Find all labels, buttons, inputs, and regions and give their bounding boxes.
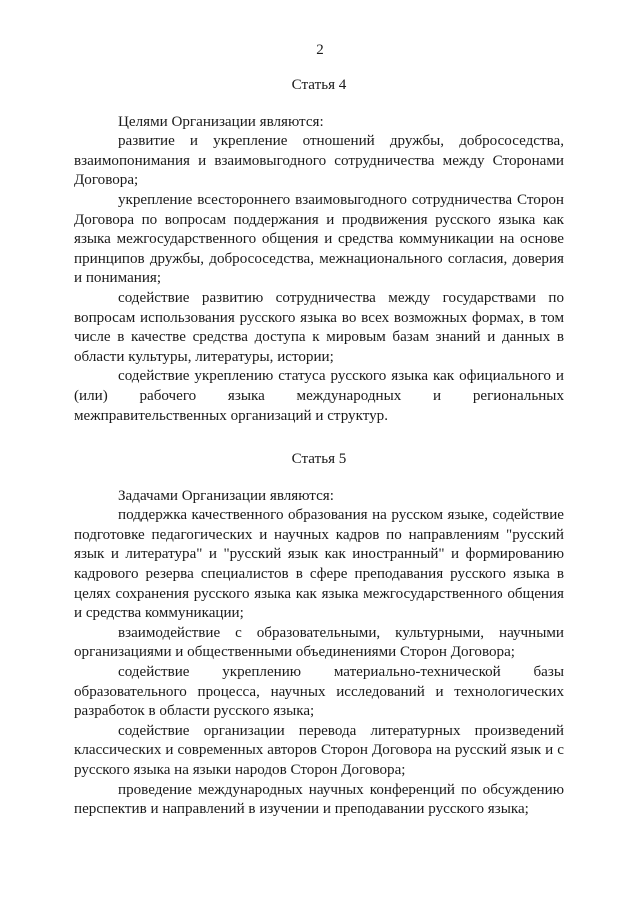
article-4	[74, 76, 564, 426]
article-5-item-3: содействие укреплению материально-технической базы образовательного процесса, научных исследований и технологических разработок в области русского языка;	[74, 664, 564, 720]
article-5-item-5: проведение международных научных конференций по обсуждению перспектив и направлений в изучении и преподавании русского языка;	[74, 781, 564, 818]
article-5-item-1: поддержка качественного образования на русском языке, содействие подготовке педагогических и научных кадров по направлениям "русский язык и литература" и "русский язык как иностранный" и формированию кадрового резерва специалистов в сфере преподавания русского языка в целях сохранения русского языка как языка межгосударственного общения и средства коммуникации;	[74, 507, 564, 622]
article-4-item-3: содействие развитию сотрудничества между государствами по вопросам использования русского языка во всех возможных формах, в том числе в качестве средства доступа к мировым базам знаний и данных в области культуры, литературы, истории;	[74, 289, 564, 365]
article-5	[74, 450, 564, 820]
page-number: 2	[316, 42, 324, 58]
article-5-item-2: взаимодействие с образовательными, культурными, научными организациями и общественными объединениями Сторон Договора;	[74, 624, 564, 661]
article-4-item-4: содействие укреплению статуса русского языка как официального и (или) рабочего языка международных и региональных межправительственных организаций и структур.	[74, 368, 564, 424]
article-4-intro: Целями Организации являются:	[118, 113, 324, 130]
article-5-heading: Статья 5	[291, 451, 347, 468]
document-body	[74, 76, 564, 820]
article-4-heading: Статья 4	[291, 77, 347, 93]
article-5-intro: Задачами Организации являются:	[118, 487, 334, 504]
article-4-item-2: укрепление всестороннего взаимовыгодного сотрудничества Сторон Договора по вопросам поддержания и продвижения русского языка как языка межгосударственного общения и средства коммуникации на основе принципов дружбы, добрососедства, межнационального согласия, доверия и понимания;	[74, 191, 564, 287]
article-4-item-1: развитие и укрепление отношений дружбы, добрососедства, взаимопонимания и взаимовыгодного сотрудничества между Сторонами Договора;	[74, 133, 564, 189]
article-5-item-4: содействие организации перевода литературных произведений классических и современных авторов Сторон Договора на русский язык и с русского языка на языки народов Сторон Договора;	[74, 722, 564, 778]
